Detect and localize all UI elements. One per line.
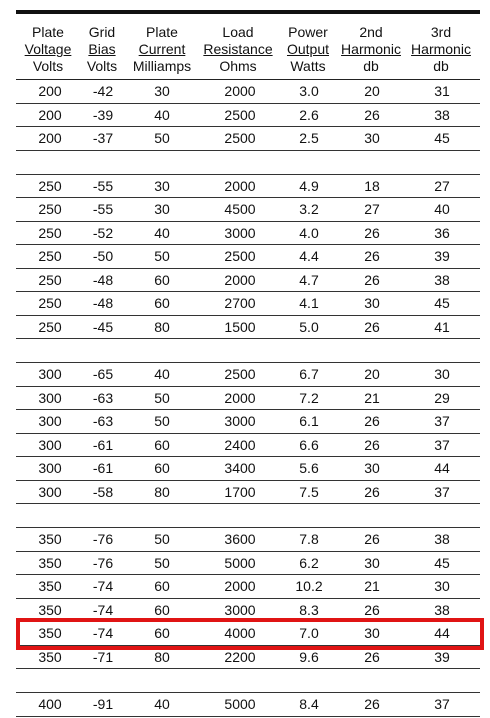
- table-cell: -63: [92, 413, 114, 429]
- table-cell: 50: [154, 248, 170, 264]
- table-cell: 38: [434, 106, 450, 123]
- header-line: Plate: [146, 24, 178, 40]
- table-cell: -63: [92, 389, 114, 406]
- table-cell: 40: [154, 696, 170, 712]
- header-line: Volts: [86, 58, 118, 74]
- table-cell: 250: [38, 177, 62, 194]
- table-row: [16, 198, 480, 222]
- table-cell: 26: [364, 436, 380, 453]
- table-cell: -42: [92, 83, 114, 99]
- table-cell: 6.7: [299, 366, 319, 382]
- table-cell: -39: [92, 106, 114, 123]
- table-cell: 38: [434, 531, 450, 547]
- table-cell: 2.6: [299, 106, 319, 123]
- table-cell: 300: [38, 483, 62, 500]
- table-cell: 300: [38, 366, 62, 382]
- table-cell: 2000: [224, 83, 256, 99]
- table-cell: 45: [434, 554, 450, 571]
- table-cell: 40: [154, 224, 170, 241]
- table-cell: -52: [92, 224, 114, 241]
- header-line: 3rd: [430, 24, 452, 40]
- table-cell: 3.0: [299, 83, 319, 99]
- table-cell: 40: [434, 201, 450, 217]
- table-row: [16, 387, 480, 411]
- table-cell: 60: [154, 436, 170, 453]
- table-cell: 2000: [224, 578, 256, 594]
- table-cell: 21: [364, 389, 380, 406]
- table-cell: 7.8: [299, 531, 319, 547]
- header-line: Output: [286, 41, 330, 57]
- table-row: [16, 410, 480, 434]
- table-cell: -76: [92, 554, 114, 571]
- table-row-spacer: [16, 669, 480, 693]
- table-row: [16, 127, 480, 151]
- table-cell: 26: [364, 601, 380, 618]
- table-cell: 200: [38, 83, 62, 99]
- table-cell: 18: [364, 177, 380, 194]
- header-line: db: [433, 58, 449, 74]
- header-line: Ohms: [219, 58, 257, 74]
- table-cell: 6.1: [299, 413, 319, 429]
- table-cell: 5000: [224, 554, 256, 571]
- table-cell: 50: [154, 389, 170, 406]
- table-cell: 38: [434, 271, 450, 288]
- table-cell: 50: [154, 130, 170, 146]
- table-cell: 45: [434, 130, 450, 146]
- table-cell: 10.2: [295, 578, 323, 594]
- table-row: [16, 552, 480, 576]
- table-cell: 50: [154, 554, 170, 571]
- table-cell: 39: [434, 648, 450, 665]
- table-cell: -65: [92, 366, 114, 382]
- table-cell: 250: [38, 248, 62, 264]
- header-grid-bias: [82, 24, 122, 75]
- table-cell: 4.4: [299, 248, 319, 264]
- table-cell: -71: [92, 648, 114, 665]
- table-cell: 30: [434, 366, 450, 382]
- table-cell: 2500: [224, 130, 256, 146]
- table-cell: 2700: [224, 295, 256, 311]
- table-cell: 26: [364, 318, 380, 335]
- table-cell: 2200: [224, 648, 256, 665]
- table-cell: 37: [434, 436, 450, 453]
- table-cell: 60: [154, 601, 170, 618]
- table-cell: -74: [92, 625, 114, 641]
- table-cell: 300: [38, 413, 62, 429]
- table-row: [16, 222, 480, 246]
- table-cell: 250: [38, 271, 62, 288]
- table-cell: 38: [434, 601, 450, 618]
- table-cell: 3000: [224, 601, 256, 618]
- table-cell: 2000: [224, 177, 256, 194]
- table-cell: 80: [154, 483, 170, 500]
- table-cell: 6.6: [299, 436, 319, 453]
- table-cell: 400: [38, 696, 62, 712]
- table-cell: 3.2: [299, 201, 319, 217]
- table-cell: 250: [38, 201, 62, 217]
- table-cell: -74: [92, 601, 114, 618]
- table-cell: 1500: [224, 318, 256, 335]
- table-cell: 30: [364, 295, 380, 311]
- table-row: [16, 363, 480, 387]
- header-line: Grid: [88, 24, 116, 40]
- table-cell: 2500: [224, 106, 256, 123]
- table-cell: -48: [92, 295, 114, 311]
- table-row: [16, 457, 480, 481]
- header-line: Bias: [88, 41, 116, 57]
- header-line: Voltage: [24, 41, 72, 57]
- table-cell: 26: [364, 531, 380, 547]
- header-line: Harmonic: [341, 41, 401, 57]
- table-cell: 37: [434, 413, 450, 429]
- table-cell: 8.4: [299, 696, 319, 712]
- table-cell: -61: [92, 460, 114, 476]
- table-cell: -55: [92, 201, 114, 217]
- table-cell: 1700: [224, 483, 256, 500]
- table-cell: 3400: [224, 460, 256, 476]
- table-row: [16, 175, 480, 199]
- header-load-resistance: [200, 24, 276, 75]
- table-cell: 26: [364, 224, 380, 241]
- table-row: [16, 80, 480, 104]
- table-cell: 4.0: [299, 224, 319, 241]
- table-cell: 30: [434, 578, 450, 594]
- table-cell: 2000: [224, 271, 256, 288]
- table-cell: 300: [38, 389, 62, 406]
- table-cell: 41: [434, 318, 450, 335]
- table-cell: 60: [154, 271, 170, 288]
- table-cell: 5.0: [299, 318, 319, 335]
- table-cell: 5.6: [299, 460, 319, 476]
- table-cell: 50: [154, 413, 170, 429]
- table-cell: 350: [38, 554, 62, 571]
- table-cell: 30: [364, 625, 380, 641]
- table-cell: 30: [154, 177, 170, 194]
- header-line: Watts: [290, 58, 326, 74]
- table-row: [16, 269, 480, 293]
- table-cell: 26: [364, 248, 380, 264]
- table-cell: 30: [364, 554, 380, 571]
- table-cell: 60: [154, 625, 170, 641]
- table-cell: 30: [154, 83, 170, 99]
- header-plate-current: [130, 24, 194, 75]
- table-cell: 250: [38, 295, 62, 311]
- table-cell: 40: [154, 106, 170, 123]
- table-cell: 4.1: [299, 295, 319, 311]
- table-cell: 26: [364, 106, 380, 123]
- table-cell: -37: [92, 130, 114, 146]
- table-cell: 350: [38, 648, 62, 665]
- table-cell: 250: [38, 318, 62, 335]
- header-line: Volts: [32, 58, 64, 74]
- table-cell: 300: [38, 436, 62, 453]
- header-plate-voltage: [22, 24, 74, 75]
- table-cell: 3600: [224, 531, 256, 547]
- table-cell: 350: [38, 625, 62, 641]
- table-cell: 29: [434, 389, 450, 406]
- header-line: Load: [222, 24, 254, 40]
- table-cell: 4500: [224, 201, 256, 217]
- table-cell: 30: [364, 130, 380, 146]
- table-row: [16, 316, 480, 340]
- table-header: [0, 24, 490, 78]
- table-cell: 3000: [224, 224, 256, 241]
- header-line: Power: [288, 24, 328, 40]
- table-cell: 80: [154, 648, 170, 665]
- table-cell: 31: [434, 83, 450, 99]
- table-cell: -50: [92, 248, 114, 264]
- table-row: [16, 292, 480, 316]
- table-cell: 2500: [224, 248, 256, 264]
- table-cell: 9.6: [299, 648, 319, 665]
- table-cell: 7.5: [299, 483, 319, 500]
- table-row: [16, 104, 480, 128]
- table-cell: -45: [92, 318, 114, 335]
- table-cell: 40: [154, 366, 170, 382]
- table-cell: 80: [154, 318, 170, 335]
- header-line: Current: [138, 41, 186, 57]
- table-cell: 2500: [224, 366, 256, 382]
- table-cell: 350: [38, 601, 62, 618]
- header-2nd-harmonic: [338, 24, 404, 75]
- table-cell: -55: [92, 177, 114, 194]
- table-cell: 2400: [224, 436, 256, 453]
- table-cell: 6.2: [299, 554, 319, 571]
- table-cell: 30: [154, 201, 170, 217]
- table-cell: 250: [38, 224, 62, 241]
- table-row: [16, 434, 480, 458]
- table-row-spacer: [16, 339, 480, 363]
- table-cell: 60: [154, 460, 170, 476]
- table-row: [16, 481, 480, 505]
- table-cell: 26: [364, 483, 380, 500]
- table-row-spacer: [16, 151, 480, 175]
- header-line: Milliamps: [132, 58, 192, 74]
- table-cell: 4.7: [299, 271, 319, 288]
- table-cell: 2.5: [299, 130, 319, 146]
- table-cell: -91: [92, 696, 114, 712]
- table-row-spacer: [16, 504, 480, 528]
- table-cell: 50: [154, 531, 170, 547]
- table-row: [16, 528, 480, 552]
- table-cell: 27: [364, 201, 380, 217]
- header-line: db: [363, 58, 379, 74]
- table-cell: -48: [92, 271, 114, 288]
- header-line: 2nd: [359, 24, 383, 40]
- table-top-rule: [16, 10, 480, 14]
- header-power-output: [282, 24, 334, 75]
- table-cell: 2000: [224, 389, 256, 406]
- header-line: Harmonic: [411, 41, 471, 57]
- table-row: [16, 693, 480, 717]
- table-cell: -61: [92, 436, 114, 453]
- table-cell: 44: [434, 625, 450, 641]
- table-cell: 26: [364, 413, 380, 429]
- table-row: [16, 245, 480, 269]
- table-cell: 5000: [224, 696, 256, 712]
- table-cell: 7.2: [299, 389, 319, 406]
- header-line: Plate: [32, 24, 64, 40]
- table-cell: 3000: [224, 413, 256, 429]
- table-cell: 4.9: [299, 177, 319, 194]
- table-cell: 44: [434, 460, 450, 476]
- table-row: [16, 575, 480, 599]
- table-cell: 21: [364, 578, 380, 594]
- table-cell: -74: [92, 578, 114, 594]
- table-cell: 350: [38, 531, 62, 547]
- table-cell: 26: [364, 696, 380, 712]
- header-3rd-harmonic: [408, 24, 474, 75]
- table-cell: 30: [364, 460, 380, 476]
- table-cell: 26: [364, 648, 380, 665]
- table-cell: 350: [38, 578, 62, 594]
- table-cell: 8.3: [299, 601, 319, 618]
- table-cell: 36: [434, 224, 450, 241]
- table-cell: 60: [154, 578, 170, 594]
- table-cell: 39: [434, 248, 450, 264]
- table-cell: 37: [434, 696, 450, 712]
- table-cell: 200: [38, 106, 62, 123]
- table-cell: 27: [434, 177, 450, 194]
- table-cell: 45: [434, 295, 450, 311]
- table-cell: 60: [154, 295, 170, 311]
- table-cell: 20: [364, 83, 380, 99]
- table-cell: 7.0: [299, 625, 319, 641]
- highlight-box: [16, 618, 484, 650]
- table-cell: 26: [364, 271, 380, 288]
- table-cell: 4000: [224, 625, 256, 641]
- table-cell: 37: [434, 483, 450, 500]
- table-cell: 200: [38, 130, 62, 146]
- table-cell: -76: [92, 531, 114, 547]
- table-cell: 300: [38, 460, 62, 476]
- header-line: Resistance: [203, 41, 273, 57]
- table-cell: -58: [92, 483, 114, 500]
- table-cell: 20: [364, 366, 380, 382]
